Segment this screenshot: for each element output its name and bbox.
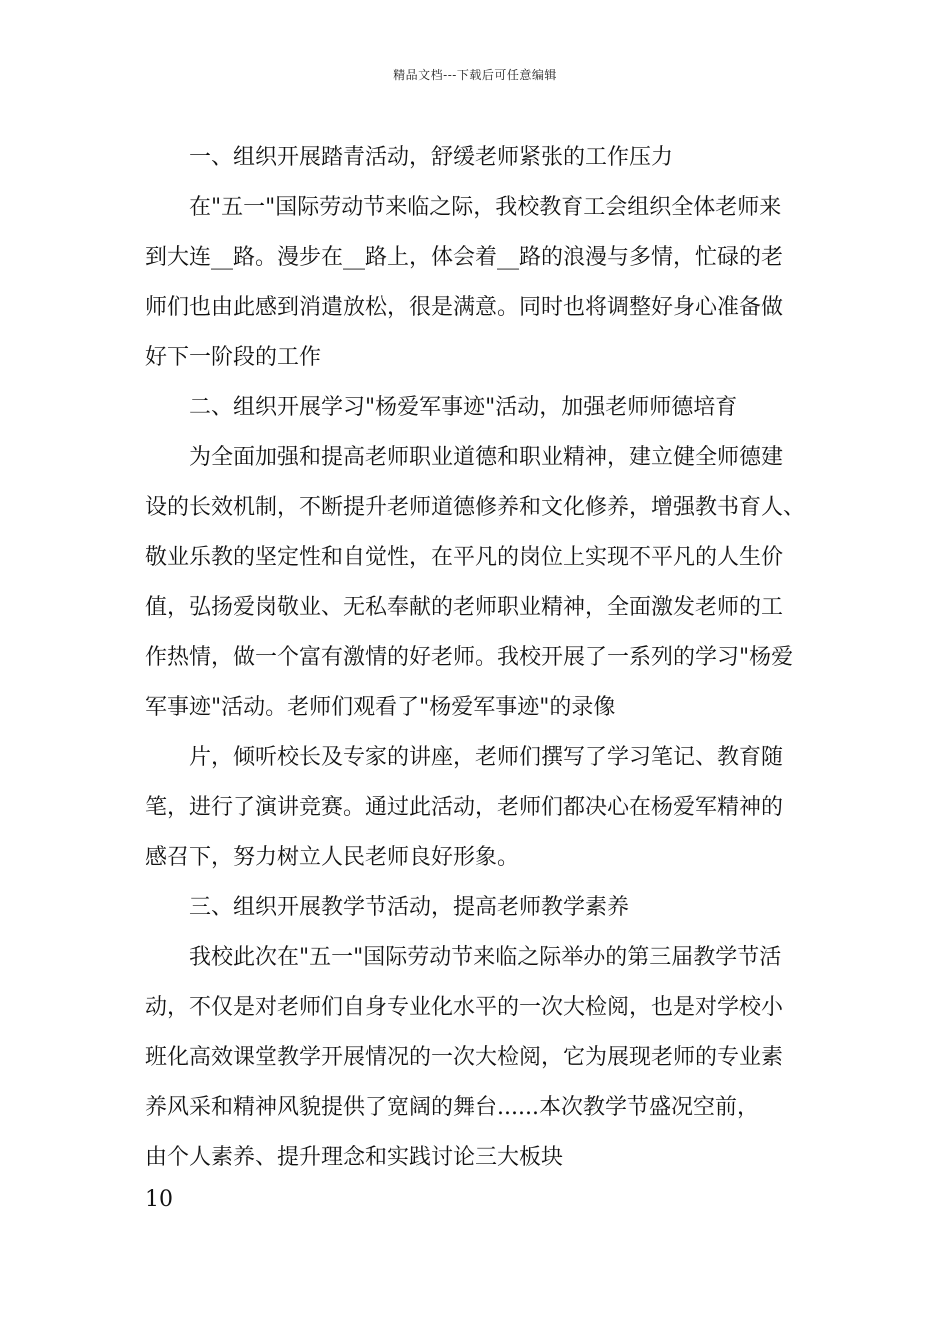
paragraph-line: 军事迹"活动。老师们观看了"杨爱军事迹"的录像 [145,695,616,720]
paragraph-line: 养风采和精神风貌提供了宽阔的舞台......本次教学节盛况空前， [145,1095,759,1120]
paragraph-line: 班化高效课堂教学开展情况的一次大检阅，它为展现老师的专业素 [145,1045,784,1070]
page-header: 精品文档---下载后可任意编辑 [393,68,557,82]
page-number: 10 [145,1187,173,1212]
paragraph-line: 作热情，做一个富有激情的好老师。我校开展了一系列的学习"杨爱 [145,645,794,670]
heading-1: 一、组织开展踏青活动，舒缓老师紧张的工作压力 [189,145,674,170]
heading-3: 三、组织开展教学节活动，提高老师教学素养 [189,895,630,920]
heading-2: 二、组织开展学习"杨爱军事迹"活动，加强老师师德培育 [189,395,738,420]
paragraph-line: 我校此次在"五一"国际劳动节来临之际举办的第三届教学节活 [189,945,782,970]
paragraph-line: 值，弘扬爱岗敬业、无私奉献的老师职业精神，全面激发老师的工 [145,595,784,620]
paragraph-line: 到大连__路。漫步在__路上，体会着__路的浪漫与多情，忙碌的老 [145,245,784,270]
paragraph-line: 在"五一"国际劳动节来临之际，我校教育工会组织全体老师来 [189,195,782,220]
paragraph-line: 师们也由此感到消遣放松，很是满意。同时也将调整好身心准备做 [145,295,784,320]
paragraph-line: 设的长效机制，不断提升老师道德修养和文化修养，增强教书育人、 [145,495,806,520]
document-body [145,133,825,1183]
paragraph-line: 为全面加强和提高老师职业道德和职业精神，建立健全师德建 [189,445,784,470]
paragraph-line: 感召下，努力树立人民老师良好形象。 [145,845,520,870]
paragraph-line: 好下一阶段的工作 [145,345,322,370]
paragraph-line: 由个人素养、提升理念和实践讨论三大板块 [145,1145,564,1170]
paragraph-line: 敬业乐教的坚定性和自觉性，在平凡的岗位上实现不平凡的人生价 [145,545,784,570]
paragraph-line: 动，不仅是对老师们自身专业化水平的一次大检阅，也是对学校小 [145,995,784,1020]
paragraph-line: 笔，进行了演讲竞赛。通过此活动，老师们都决心在杨爱军精神的 [145,795,784,820]
paragraph-line: 片，倾听校长及专家的讲座，老师们撰写了学习笔记、教育随 [189,745,784,770]
